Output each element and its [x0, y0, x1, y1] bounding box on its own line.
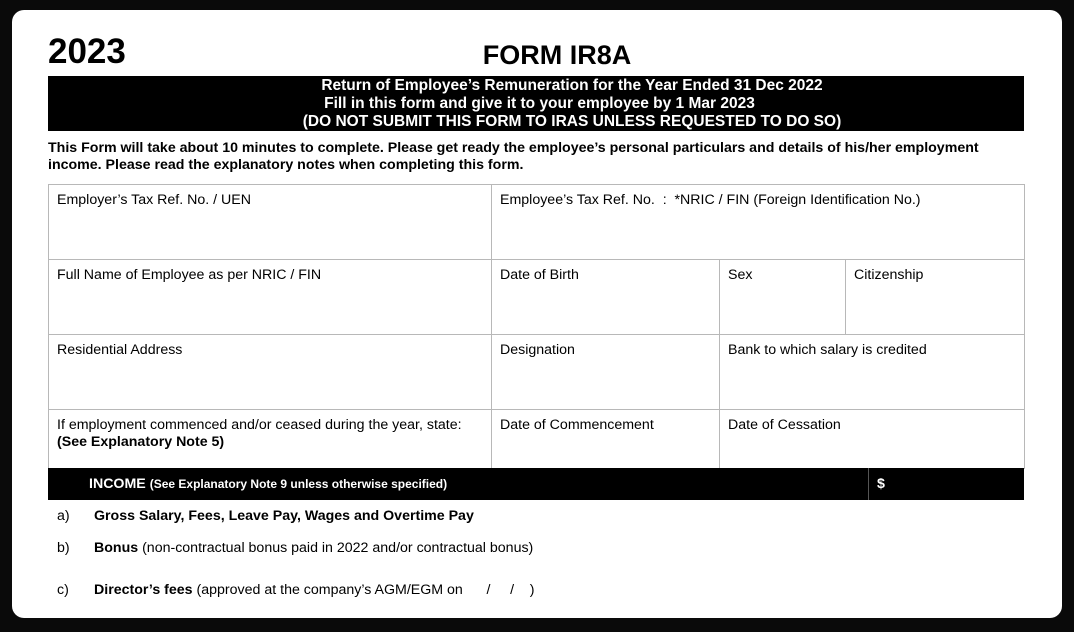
full-name-field[interactable]	[49, 260, 492, 335]
banner-line-title: Return of Employee’s Remuneration for the Year Ended 31 Dec 2022	[321, 77, 823, 94]
currency-symbol: $	[877, 476, 885, 492]
banner-line-warning: (DO NOT SUBMIT THIS FORM TO IRAS UNLESS REQUESTED TO DO SO)	[302, 113, 842, 130]
employer-tax-ref-field[interactable]	[49, 185, 492, 260]
date-of-commencement-label: Date of Commencement	[500, 417, 654, 433]
income-column-divider	[868, 468, 869, 500]
employment-period-cell	[49, 410, 492, 469]
document-card	[12, 10, 1062, 618]
employer-tax-ref-label: Employer’s Tax Ref. No. / UEN	[57, 192, 251, 208]
sex-label: Sex	[728, 267, 753, 283]
intro-text: This Form will take about 10 minutes to complete. Please get ready the employee’s personal particulars and details of his/her employment income. Please read the explanatory notes when completing this form.	[48, 140, 979, 173]
form-title: FORM IR8A	[482, 40, 632, 70]
date-of-cessation-field[interactable]	[720, 410, 1025, 469]
particulars-table	[48, 184, 1025, 469]
item-bold-label: Director’s fees	[94, 582, 193, 598]
bank-field[interactable]	[720, 335, 1025, 410]
employee-tax-ref-field[interactable]	[492, 185, 1025, 260]
item-letter: c)	[57, 582, 69, 598]
designation-label: Designation	[500, 342, 575, 358]
form-banner	[48, 76, 1024, 131]
citizenship-field[interactable]	[846, 260, 1025, 335]
table-row	[49, 335, 1025, 410]
form-year: 2023	[48, 32, 126, 71]
employment-period-note: (See Explanatory Note 5)	[57, 434, 225, 450]
income-title	[89, 476, 447, 492]
item-text	[94, 540, 533, 557]
income-title-label: INCOME	[89, 476, 146, 492]
table-row	[49, 260, 1025, 335]
table-row	[49, 410, 1025, 469]
sex-field[interactable]	[720, 260, 846, 335]
item-text	[94, 508, 474, 525]
citizenship-label: Citizenship	[854, 267, 924, 283]
table-row	[49, 185, 1025, 260]
item-bold-label: Gross Salary, Fees, Leave Pay, Wages and Overtime Pay	[94, 508, 474, 524]
banner-line-deadline: Fill in this form and give it to your employee by 1 Mar 2023	[324, 95, 755, 112]
item-text	[94, 582, 535, 599]
income-section-header	[48, 468, 1024, 500]
date-of-birth-label: Date of Birth	[500, 267, 579, 283]
designation-field[interactable]	[492, 335, 720, 410]
item-letter: a)	[57, 508, 70, 524]
employment-period-label: If employment commenced and/or ceased during the year, state:	[57, 417, 462, 433]
item-letter: b)	[57, 540, 70, 556]
residential-address-label: Residential Address	[57, 342, 183, 358]
date-of-commencement-field[interactable]	[492, 410, 720, 469]
bank-label: Bank to which salary is credited	[728, 342, 927, 358]
date-of-birth-field[interactable]	[492, 260, 720, 335]
full-name-label: Full Name of Employee as per NRIC / FIN	[57, 267, 322, 283]
item-description: (non-contractual bonus paid in 2022 and/or contractual bonus)	[138, 540, 534, 556]
date-of-cessation-label: Date of Cessation	[728, 417, 841, 433]
item-description: (approved at the company’s AGM/EGM on / / )	[192, 582, 535, 598]
income-title-note: (See Explanatory Note 9 unless otherwise specified)	[149, 477, 448, 491]
item-bold-label: Bonus	[94, 540, 139, 556]
residential-address-field[interactable]	[49, 335, 492, 410]
employee-tax-ref-label: Employee’s Tax Ref. No. : *NRIC / FIN (Foreign Identification No.)	[500, 192, 921, 208]
